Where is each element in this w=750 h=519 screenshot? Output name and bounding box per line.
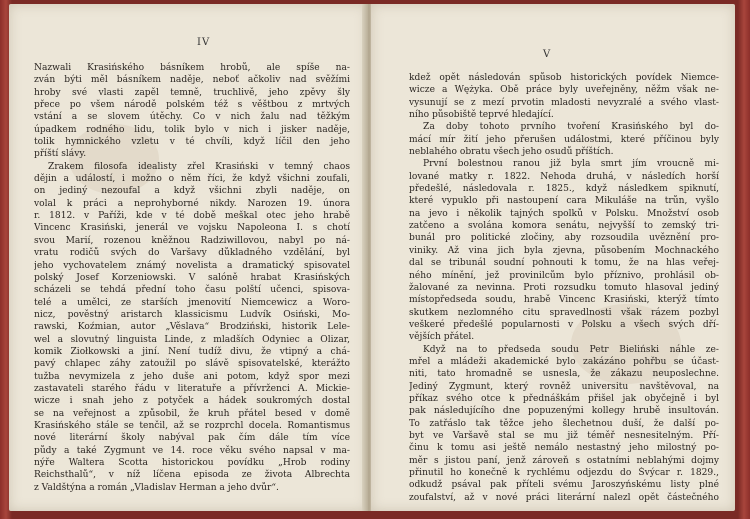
text-line: zoufalství, až v nové práci literární nalezl opět částečného xyxy=(409,492,719,503)
text-line: polský Josef Korzeniowski. V salóně hrabat Krasińských xyxy=(34,272,350,283)
text-line: neblahého obratu všech jeho osudů příštích. xyxy=(409,147,614,158)
text-line: komik Ziołkowski a jiní. Není tudíž divu, že vtipný a chá- xyxy=(34,346,350,357)
text-line: úpadkem rodného lidu, tolik bylo v nich i jisker naděje, xyxy=(34,124,350,135)
text-line: byt ve Varšavě stal se mu již téměř nesnesitelným. Pří- xyxy=(409,430,719,441)
text-line: dal se tribunál soudní pohnouti k tomu, že na hlas veřej- xyxy=(409,258,719,269)
text-line: vějších přátel. xyxy=(409,332,475,343)
text-line: kdež opět následován spůsob historických povídek Niemce- xyxy=(409,73,719,83)
text-line: Krasińského stále se tenčil, až se rozprchl docela. Romantismus xyxy=(34,420,350,431)
text-line: První bolestnou ranou již byla smrt jím vroucně mi- xyxy=(423,159,719,170)
text-line: vstání a se slovem útěchy. Co v nich žalu nad těžkým xyxy=(34,112,350,123)
text-line: půdy a také Zygmunt ve 14. roce věku svého napsal v ma- xyxy=(34,445,350,456)
left-page xyxy=(9,4,367,511)
text-line: mřel a mládeži akademické bylo zakázáno pohřbu se účast- xyxy=(409,356,719,367)
text-line: nýře Waltera Scotta historickou povídku „Hrob rodiny xyxy=(34,458,350,468)
text-line: nové literární školy nabýval pak čím dále tím více xyxy=(34,433,350,444)
text-line: pavý chlapec záhy zatoužil po slávě spisovatelské, kterážto xyxy=(34,359,350,370)
text-line: on jediný nezoufal a když všichni zbyli naděje, on xyxy=(34,186,350,197)
text-line: které vypuklo při nastoupení cara Mikuláše na trůn, vyšlo xyxy=(409,196,719,207)
text-line: Nazwali Krasińského básníkem hrobů, ale spíše na- xyxy=(34,63,350,73)
text-line: se na veřejnost a způsobil, že kruh přátel besed v domě xyxy=(34,408,350,419)
text-line: Za doby tohoto prvního tvoření Krasińského byl do- xyxy=(423,122,719,133)
text-line: příští slávy. xyxy=(34,149,87,160)
page-number-left: IV xyxy=(197,37,211,48)
text-line: Když na to předseda soudu Petr Bieliński náhle ze- xyxy=(423,344,719,355)
text-line: přece po všem národě polském též s věštbou z mrtvých xyxy=(34,100,350,111)
text-line: zatčeno a svolána komora senátu, nejvyšší to zemský tri- xyxy=(409,221,719,232)
text-line: příkaz svého otce k přednáškám přišel jak obyčejně i byl xyxy=(409,393,719,404)
text-line: pak následujícího dne popuzenými kollegy hrubě insultován. xyxy=(409,406,719,417)
text-line: rawski, Koźmian, autor „Věslava“ Brodziński, historik Lele- xyxy=(34,322,350,333)
text-line: r. 1812. v Paříži, kde v té době meškal otec jeho hrabě xyxy=(34,211,350,222)
text-line: To zatřáslo tak těžce jeho šlechetnou duší, že další po- xyxy=(409,418,719,429)
text-line: wicze a Wężyka. Obě práce byly uveřejněny, něžm však ne- xyxy=(409,85,719,96)
text-line: tolik hymnického vzletu v té chvíli, když líčil den jeho xyxy=(34,137,350,148)
text-line: scházeli se tehdá přední toho času polští učenci, spisova- xyxy=(34,285,350,296)
text-line: viniky. Až vina jich byla zjevna, působením Mochnackého xyxy=(409,245,719,256)
text-line: činu k tomu asi ještě nemálo nestastný jeho milostný po- xyxy=(409,443,719,454)
right-page xyxy=(371,4,735,511)
text-line: žalované za nevinna. Proti rozsudku tomuto hlasoval jediný xyxy=(409,282,719,293)
text-line: bunál pro politické zločiny, aby rozsoudila uvěznění pro- xyxy=(409,233,719,244)
text-line: vratu rodičů svých do Varšavy důkladného vzdělání, byl xyxy=(34,248,350,259)
text-line: veškeré předešlé popularnosti v Polsku a všech svých dří- xyxy=(409,319,719,330)
text-line: na jevo i několik tajných spolků v Polsku. Množství osob xyxy=(409,208,719,219)
text-line: místopředseda soudu, hrabě Vincenc Krasiński, kterýž tímto xyxy=(409,295,719,306)
text-line: vysunují se z mezí prvotin mladosti nevyzralé a svého vlast- xyxy=(409,97,719,108)
text-line: jeho vychovatelem známý novelista a dramatický spisovatel xyxy=(34,260,350,271)
text-line: z Valdštýna a román „Vladislav Herman a jeho dvůr“. xyxy=(34,482,279,493)
text-line: wicze i snah jeho z potyček a hádek soukromých dostal xyxy=(34,396,350,407)
text-line: wel a slovutný linguista Linde, z mladších Odyniec a Olizar, xyxy=(34,334,350,345)
text-line: Vincenc Krasiński, jenerál ve vojsku Napoleona I. s chotí xyxy=(34,223,350,234)
text-line: nicz, pověstný aristarch klassicismu Ludvík Osiński, Mo- xyxy=(34,309,350,320)
text-line: dějin a událostí, i možno o něm říci, že když všichni zoufali, xyxy=(34,174,350,185)
text-line: zván býti měl básníkem naděje, neboť ačkoliv nad svěžími xyxy=(34,75,350,86)
text-line: zastavateli starého řádu v literatuře a přívrženci A. Mickie- xyxy=(34,383,350,394)
text-line: Reichsthalů“, v níž líčena episoda ze života Albrechta xyxy=(34,470,350,481)
text-line: přinutil ho konečně k rychlému odjezdu do Švýcar r. 1829., xyxy=(409,468,719,478)
text-line: skutkem nezlomného citu spravedlnosti však rázem pozbyl xyxy=(409,307,719,318)
text-line: tužba nevymizela z jeho duše ani potom, když spor mezi xyxy=(34,371,350,382)
text-line: Zrakem filosofa idealisty zřel Krasiński v temný chaos xyxy=(48,161,350,172)
text-line: svou Marií, rozenou kněžnou Radziwillovou, nabyl po ná- xyxy=(34,235,350,246)
text-line: hroby své vlasti zapěl temně, truchlivě, jeho zpěvy šly xyxy=(34,87,350,98)
text-line: mácí mír žití jeho přerušen událostmi, které příčinou byly xyxy=(409,134,719,145)
text-line: Jediný Zygmunt, který rovněž universitu navštěvoval, na xyxy=(409,381,719,392)
left-page-text xyxy=(34,62,350,494)
text-line: předešlé, následovala r. 1825., když následkem spiknutí, xyxy=(409,184,719,195)
text-line: ného mínění, jež provinilcům bylo příznivo, prohlásil ob- xyxy=(409,270,719,281)
text-line: lované matky r. 1822. Nehoda druhá, v následích horší xyxy=(409,171,719,182)
text-line: volal k práci a neprohyborné nikdy. Narozen 19. února xyxy=(34,198,350,209)
right-page-text xyxy=(409,72,719,504)
text-line: odkudž psával pak příteli svému Jaroszyńskému listy plné xyxy=(409,480,719,491)
text-line: měr s jistou paní, jenž zároveň s ostatními neblahými dojmy xyxy=(409,455,719,466)
page-number-right: V xyxy=(543,49,552,60)
text-line: telé a umělci, ze starších jmenovití Niemcewicz a Woro- xyxy=(34,297,350,308)
text-line: ního působiště teprvé hledající. xyxy=(409,110,554,121)
text-line: niti, tato hromadně se usnesla, že zákazu neuposlechne. xyxy=(409,369,719,380)
